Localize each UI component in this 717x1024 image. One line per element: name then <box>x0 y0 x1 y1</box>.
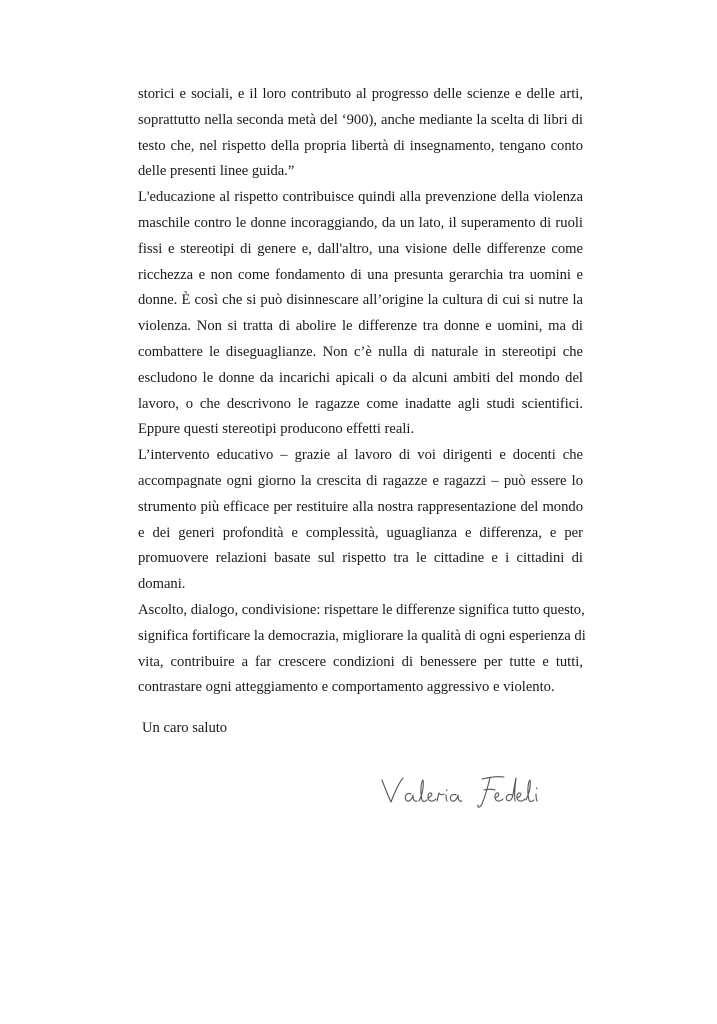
text-line: soprattutto nella seconda metà del ‘900), anche mediante la scelta di libri di <box>138 111 583 128</box>
text-line: significa fortificare la democrazia, migliorare la qualità di ogni esperienza di <box>138 627 586 644</box>
text-line: strumento più efficace per restituire alla nostra rappresentazione del mondo <box>138 498 583 515</box>
text-line: combattere le diseguaglianze. Non c’è nulla di naturale in stereotipi che <box>138 343 583 360</box>
letter-body <box>138 82 586 701</box>
text-line: e dei generi profondità e complessità, uguaglianza e differenza, e per <box>138 524 583 541</box>
text-line: domani. <box>138 576 186 593</box>
text-line: contrastare ogni atteggiamento e comportamento aggressivo e violento. <box>138 679 555 696</box>
text-line: testo che, nel rispetto della propria libertà di insegnamento, tengano conto <box>138 137 583 154</box>
text-line: lavoro, o che descrivono le ragazze come inadatte agli studi scientifici. <box>138 395 583 412</box>
text-line: L'educazione al rispetto contribuisce quindi alla prevenzione della violenza <box>138 189 583 206</box>
handwritten-signature <box>378 772 548 812</box>
text-line: Ascolto, dialogo, condivisione: rispettare le differenze significa tutto questo, <box>138 601 585 618</box>
text-line: fissi e stereotipi di genere e, dall'altro, una visione delle differenze come <box>138 240 583 257</box>
text-line: accompagnate ogni giorno la crescita di ragazze e ragazzi – può essere lo <box>138 472 583 489</box>
text-line: ricchezza e non come fondamento di una presunta gerarchia tra uomini e <box>138 266 583 283</box>
text-line: storici e sociali, e il loro contributo al progresso delle scienze e delle arti, <box>138 86 583 102</box>
text-line: promuovere relazioni basate sul rispetto tra le cittadine e i cittadini di <box>138 550 583 567</box>
text-line: L’intervento educativo – grazie al lavoro di voi dirigenti e docenti che <box>138 447 583 464</box>
text-line: delle presenti linee guida.” <box>138 163 295 180</box>
text-line: vita, contribuire a far crescere condizioni di benessere per tutte e tutti, <box>138 653 583 670</box>
text-line: Eppure questi stereotipi producono effetti reali. <box>138 421 415 438</box>
text-line: donne. È così che si può disinnescare all’origine la cultura di cui si nutre la <box>138 292 583 309</box>
text-line: violenza. Non si tratta di abolire le differenze tra donne e uomini, ma di <box>138 318 583 335</box>
closing-salutation: Un caro saluto <box>142 720 228 736</box>
text-line: escludono le donne da incarichi apicali o da alcuni ambiti del mondo del <box>138 369 583 386</box>
text-line: maschile contro le donne incoraggiando, da un lato, il superamento di ruoli <box>138 214 583 231</box>
